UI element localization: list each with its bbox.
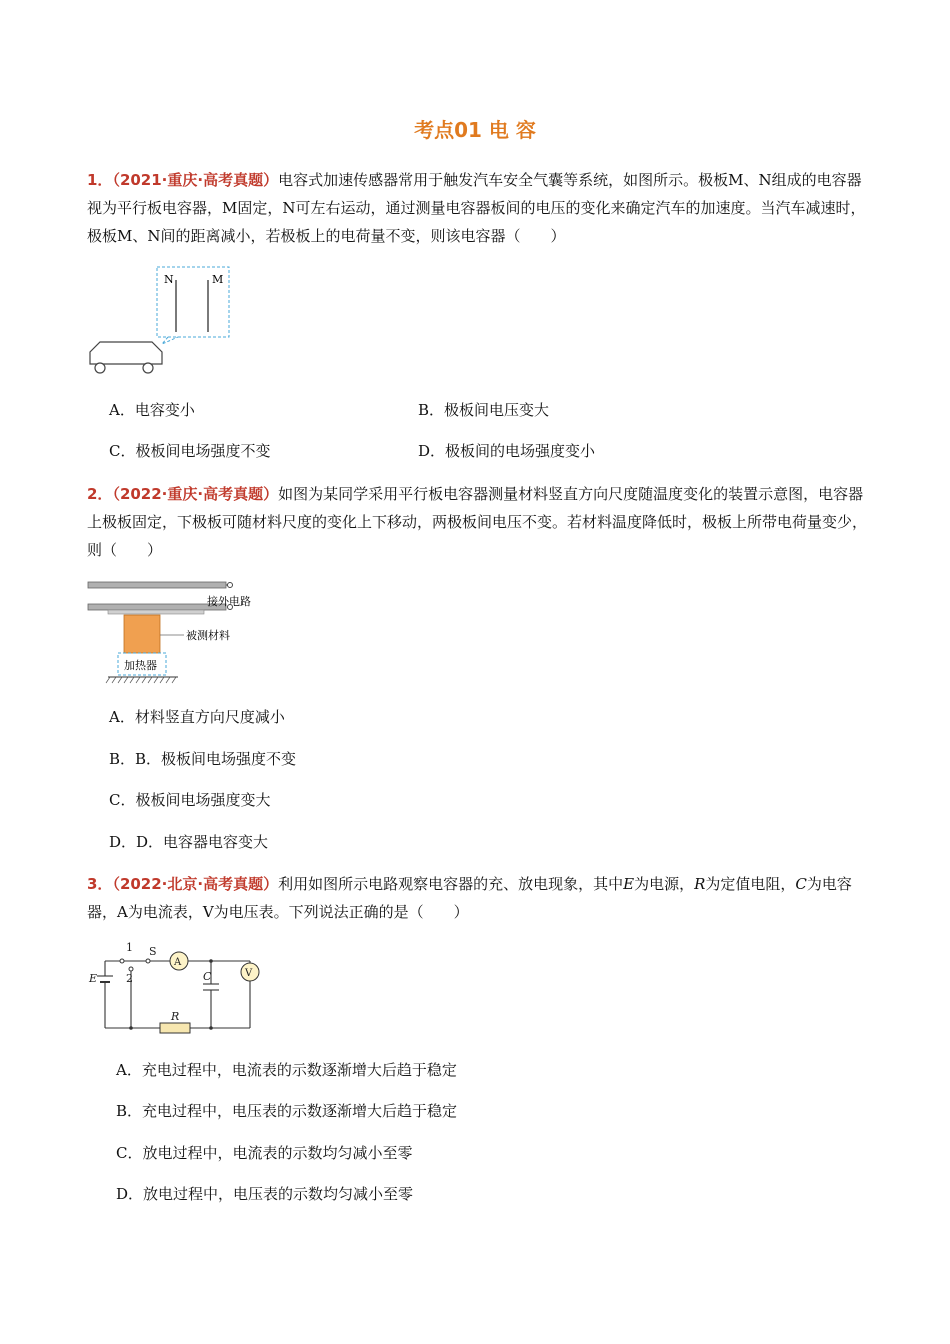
- question-1-option-d[interactable]: D．极板间的电场强度变小: [418, 442, 596, 460]
- label-n: N: [164, 273, 174, 286]
- question-2-option-b[interactable]: B．B．极板间电场强度不变: [109, 750, 297, 768]
- question-2-option-a[interactable]: A．材料竖直方向尺度减小: [109, 708, 285, 726]
- question-2-stem: [87, 480, 867, 564]
- label-m: M: [212, 273, 224, 286]
- question-source: （2022·重庆·高考真题）: [112, 485, 279, 503]
- figure-material-capacitor: [86, 578, 266, 688]
- question-1-option-a[interactable]: A．电容变小: [109, 401, 195, 419]
- question-2-option-c[interactable]: C．极板间电场强度变大: [109, 791, 271, 809]
- symbol-c: C: [795, 875, 807, 893]
- question-text-2: 为电源，: [634, 875, 695, 893]
- label-v: V: [245, 968, 253, 979]
- figure-rc-circuit: [86, 938, 266, 1034]
- label-2: 2: [126, 972, 133, 985]
- question-text-1: 利用如图所示电路观察电容器的充、放电现象，其中: [278, 875, 624, 893]
- question-number: 1．: [87, 171, 113, 189]
- label-circuit: 接外电路: [207, 595, 251, 608]
- question-2-option-d[interactable]: D．D．电容器电容变大: [109, 833, 269, 851]
- question-number: 3．: [87, 875, 113, 893]
- question-number: 2．: [87, 485, 113, 503]
- question-1-option-c[interactable]: C．极板间电场强度不变: [109, 442, 271, 460]
- question-text-4: 为电容器，A为电流表，V为电压表。下列说法正确的是（ ）: [87, 875, 852, 921]
- question-3-option-b[interactable]: B．充电过程中，电压表的示数逐渐增大后趋于稳定: [116, 1102, 458, 1120]
- car-body: [90, 342, 162, 364]
- question-1-option-b[interactable]: B．极板间电压变大: [418, 401, 550, 419]
- question-text: 如图为某同学采用平行板电容器测量材料竖直方向尺度随温度变化的装置示意图，电容器上极板固定，下极板可随材料尺度的变化上下移动，两极板间电压不变。若材料温度降低时，极板上所带电荷量变少，则（ ）: [87, 485, 868, 559]
- symbol-e: E: [623, 875, 635, 893]
- material-block: [124, 615, 160, 653]
- question-3-option-a[interactable]: A．充电过程中，电流表的示数逐渐增大后趋于稳定: [116, 1061, 457, 1079]
- label-e: E: [89, 972, 98, 985]
- label-r: R: [171, 1010, 180, 1023]
- symbol-r: R: [694, 875, 706, 893]
- question-text: 电容式加速传感器常用于触发汽车安全气囊等系统，如图所示。极板M、N组成的电容器视为平行板电容器，M固定，N可左右运动，通过测量电容器板间的电压的变化来确定汽车的加速度。当汽车减速时，极板M、N间的距离减小，若极板上的电荷量不变，则该电容器（ ）: [87, 171, 866, 245]
- label-s: S: [149, 945, 157, 958]
- question-text-3: 为定值电阻，: [705, 875, 796, 893]
- label-material: 被测材料: [186, 629, 230, 642]
- figure-car-capacitor: [86, 266, 236, 378]
- label-a: A: [174, 957, 182, 968]
- page-title: 考点01 电 容: [414, 118, 536, 142]
- label-heater: 加热器: [124, 659, 157, 672]
- lower-plate: [88, 604, 226, 610]
- question-3-option-c[interactable]: C．放电过程中，电流表的示数均匀减小至零: [116, 1144, 413, 1162]
- question-3-stem: [87, 870, 867, 926]
- question-1-stem: [87, 166, 867, 250]
- question-source: （2022·北京·高考真题）: [112, 875, 279, 893]
- question-source: （2021·重庆·高考真题）: [112, 171, 279, 189]
- question-3-option-d[interactable]: D．放电过程中，电压表的示数均匀减小至零: [116, 1185, 414, 1203]
- resistor: [160, 1023, 190, 1033]
- label-1: 1: [126, 941, 133, 954]
- label-c: C: [203, 970, 212, 983]
- upper-plate: [88, 582, 226, 588]
